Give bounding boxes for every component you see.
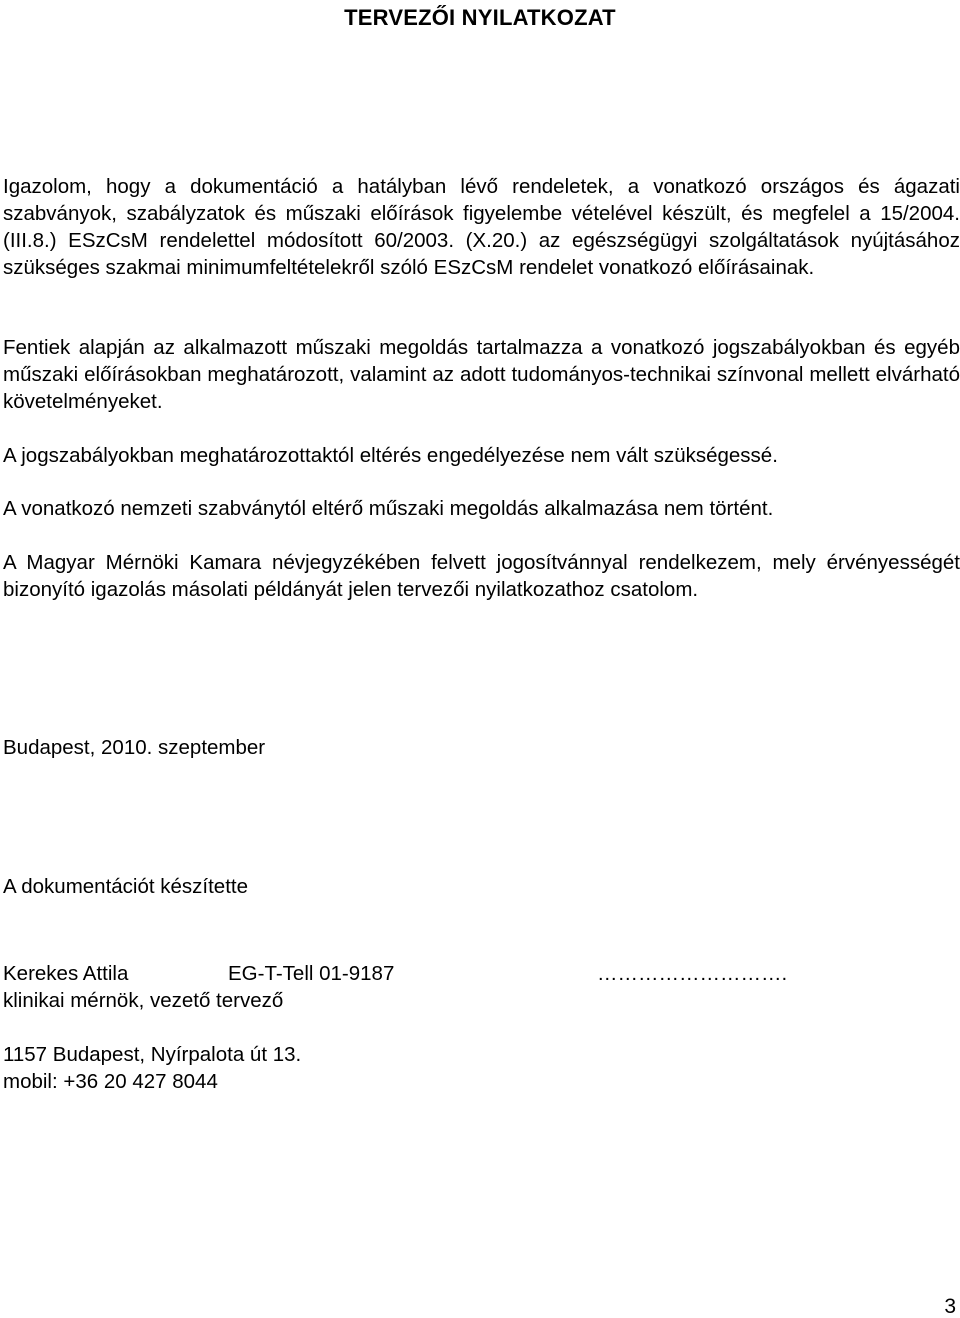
designer-license-number: EG-T-Tell 01-9187 — [228, 962, 395, 985]
designer-role: klinikai mérnök, vezető tervező — [3, 989, 284, 1012]
paragraph-certification: Igazolom, hogy a dokumentáció a hatályban lévő rendeletek, a vonatkozó országos és ágazati szabványok, szabályzatok és műszaki előírások figyelembe vételével készült, és megfelel a 15/2004. (III.8.) ESzCsM rendelettel módosított 60/2003. (X.20.) az egészségügyi szolgáltatások nyújtásához szükséges szakmai minimumfeltételekről szóló ESzCsM rendelet vonatkozó előírásainak. — [3, 175, 960, 279]
signature-line: ………………………. — [597, 962, 788, 985]
designer-address: 1157 Budapest, Nyírpalota út 13. — [3, 1043, 302, 1066]
paragraph-chamber-license: A Magyar Mérnöki Kamara névjegyzékében felvett jogosítvánnyal rendelkezem, mely érvényességét bizonyító igazolás másolati példányát jelen tervezői nyilatkozathoz csatolom. — [3, 551, 960, 601]
paragraph-standard-compliance: A vonatkozó nemzeti szabványtól eltérő műszaki megoldás alkalmazása nem történt. — [3, 497, 774, 520]
place-date: Budapest, 2010. szeptember — [3, 736, 266, 759]
page-number: 3 — [944, 1295, 956, 1318]
page-title: TERVEZŐI NYILATKOZAT — [344, 5, 616, 30]
designer-name: Kerekes Attila — [3, 962, 129, 985]
paragraph-no-deviation: A jogszabályokban meghatározottaktól eltérés engedélyezése nem vált szükségessé. — [3, 444, 778, 467]
prepared-by-label: A dokumentációt készítette — [3, 875, 248, 898]
designer-mobile: mobil: +36 20 427 8044 — [3, 1070, 218, 1093]
paragraph-technical-solution: Fentiek alapján az alkalmazott műszaki megoldás tartalmazza a vonatkozó jogszabályokban és egyéb műszaki előírásokban meghatározott, valamint az adott tudományos-technikai színvonal mellett elvárható követelményeket. — [3, 336, 960, 413]
